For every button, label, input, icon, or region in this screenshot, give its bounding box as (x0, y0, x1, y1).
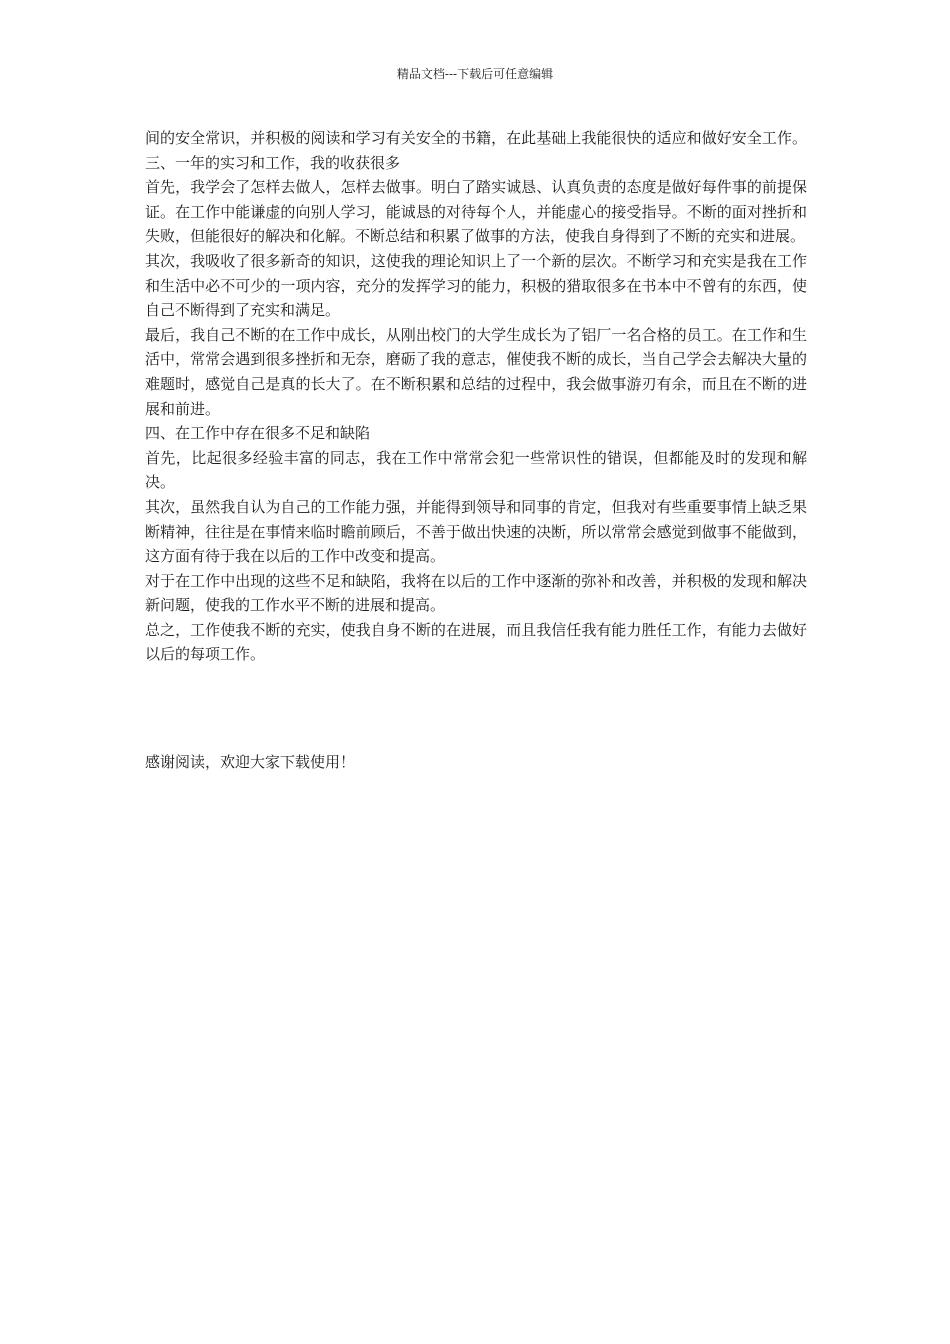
closing-line: 感谢阅读，欢迎大家下载使用！ (145, 753, 356, 771)
paragraph-conclusion: 总之，工作使我不断的充实，使我自身不断的在进展，而且我信任我有能力胜任工作，有能力去做好以后的每项工作。 (145, 620, 807, 664)
paragraph-improvement: 对于在工作中出现的这些不足和缺陷，我将在以后的工作中逐渐的弥补和改善，并积极的发现和解决新问题，使我的工作水平不断的进展和提高。 (145, 571, 807, 615)
document-body (145, 126, 807, 667)
paragraph-second-shortcoming: 其次，虽然我自认为自己的工作能力强，并能得到领导和同事的肯定，但我对有些重要事情上缺乏果断精神，往往是在事情来临时瞻前顾后，不善于做出快速的决断，所以常常会感觉到做事不能做到，这方面有待于我在以后的工作中改变和提高。 (145, 497, 807, 566)
paragraph-second-gain: 其次，我吸收了很多新奇的知识，这使我的理论知识上了一个新的层次。不断学习和充实是我在工作和生活中必不可少的一项内容，充分的发挥学习的能力，积极的猎取很多在书本中不曾有的东西，使自己不断得到了充实和满足。 (145, 251, 807, 320)
paragraph-safety-knowledge: 间的安全常识，并积极的阅读和学习有关安全的书籍，在此基础上我能很快的适应和做好安全工作。三、一年的实习和工作，我的收获很多 (145, 129, 807, 172)
page-header: 精品文档---下载后可任意编辑 (396, 67, 554, 81)
section-heading-shortcomings: 四、在工作中存在很多不足和缺陷 (145, 424, 371, 443)
paragraph-first-shortcoming: 首先，比起很多经验丰富的同志，我在工作中常常会犯一些常识性的错误，但都能及时的发现和解决。 (145, 448, 807, 492)
paragraph-last-gain: 最后，我自己不断的在工作中成长，从刚出校门的大学生成长为了铝厂一名合格的员工。在工作和生活中，常常会遇到很多挫折和无奈，磨砺了我的意志，催使我不断的成长，当自己学会去解决大量的难题时，感觉自己是真的长大了。在不断积累和总结的过程中，我会做事游刃有余，而且在不断的进展和前进。 (145, 325, 807, 418)
paragraph-first-gain: 首先，我学会了怎样去做人，怎样去做事。明白了踏实诚恳、认真负责的态度是做好每件事的前提保证。在工作中能谦虚的向别人学习，能诚恳的对待每个人，并能虚心的接受指导。不断的面对挫折和失败，但能很好的解决和化解。不断总结和积累了做事的方法，使我自身得到了不断的充实和进展。 (145, 178, 807, 246)
